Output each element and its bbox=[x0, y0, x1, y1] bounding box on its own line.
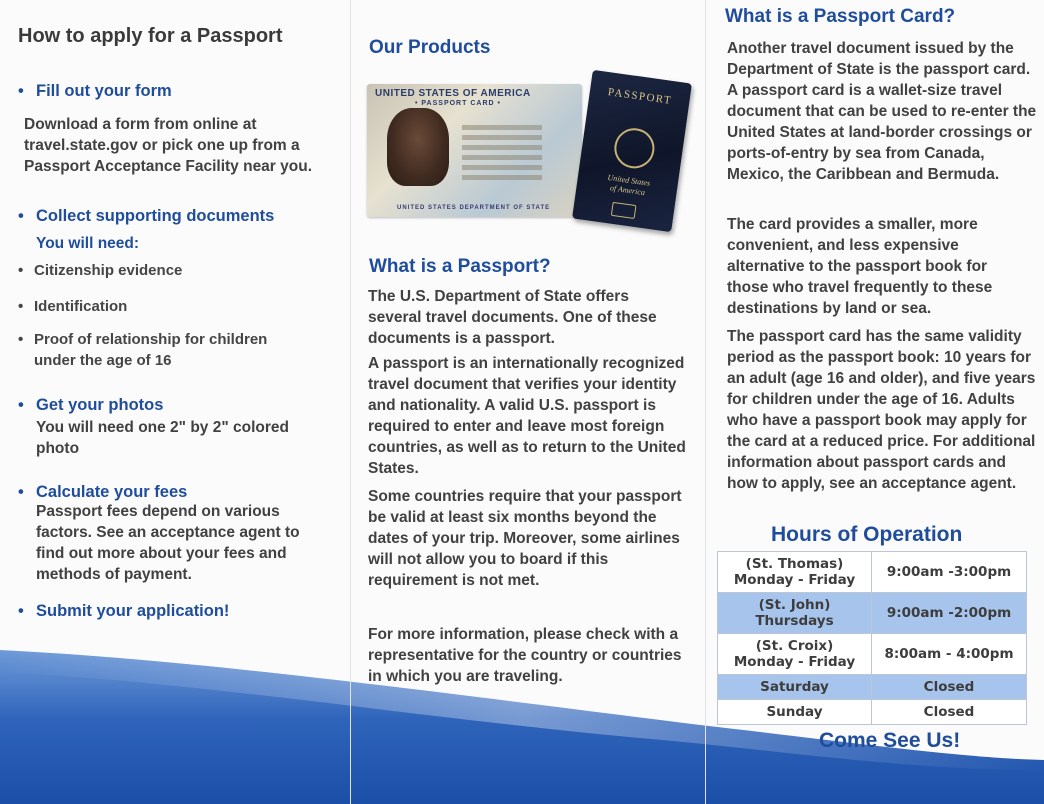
passport-paragraph-1: The U.S. Department of State offers several travel documents. One of these documents is a passport. bbox=[368, 288, 657, 347]
passport-card-image bbox=[367, 84, 582, 217]
table-cell: (St. John) Thursdays bbox=[718, 593, 872, 634]
table-row bbox=[718, 700, 1027, 725]
products-panel bbox=[350, 0, 705, 804]
what-is-passport-title: What is a Passport? bbox=[369, 256, 551, 277]
bullet-dot: • bbox=[18, 331, 24, 348]
step-photos-label: Get your photos bbox=[36, 396, 164, 414]
table-cell: Closed bbox=[872, 700, 1027, 725]
step-submit-heading bbox=[18, 602, 230, 621]
book-sub-text: United States of America bbox=[607, 172, 651, 198]
card-paragraph-3: The passport card has the same validity period as the passport book: 10 years for an adult (age 16 and older), and five years for children under the age of 16. Adults who have a passport book may apply for the card at a reduced price. For additional information about passport cards and how to apply, see an acceptance agent. bbox=[727, 328, 1036, 492]
passport-paragraph-3: Some countries require that your passport be valid at least six months beyond the dates of your trip. Moreover, some airlines will not allow you to board if this requirement is not met. bbox=[368, 488, 682, 589]
table-row bbox=[718, 634, 1027, 675]
step-fill-form-label: Fill out your form bbox=[36, 82, 172, 100]
bullet-dot: • bbox=[18, 602, 24, 620]
table-cell: 9:00am -2:00pm bbox=[872, 593, 1027, 634]
list-item: • Identification bbox=[18, 298, 128, 315]
table-row bbox=[718, 675, 1027, 700]
card-paragraph-1: Another travel document issued by the Department of State is the passport card. A passport card is a wallet-size travel document that can be used to re-enter the United States at land-border crossings or ports-of-entry by sea from Canada, Mexico, the Caribbean and Bermuda. bbox=[727, 40, 1037, 183]
step-photos-heading bbox=[18, 396, 164, 415]
our-products-title: Our Products bbox=[369, 37, 491, 58]
table-row bbox=[718, 593, 1027, 634]
table-cell: 9:00am -3:00pm bbox=[872, 552, 1027, 593]
card-paragraph-2: The card provides a smaller, more convenient, and less expensive alternative to the passport book for those who travel frequently to these destinations by land or sea. bbox=[727, 216, 993, 317]
hours-of-operation-title: Hours of Operation bbox=[771, 523, 963, 546]
come-see-us-title: Come See Us! bbox=[819, 729, 961, 752]
card-text-lines bbox=[462, 120, 562, 185]
bullet-dot: • bbox=[18, 82, 24, 100]
bullet-dot: • bbox=[18, 262, 24, 279]
step-documents-heading bbox=[18, 207, 275, 226]
you-will-need-label: You will need: bbox=[36, 235, 140, 252]
step-fill-form-body: Download a form from online at travel.state.gov or pick one up from a Passport Acceptance Facility near you. bbox=[24, 116, 313, 175]
bullet-dot: • bbox=[18, 483, 24, 501]
card-header-text: UNITED STATES OF AMERICA bbox=[375, 88, 531, 99]
card-footer-text: UNITED STATES DEPARTMENT OF STATE bbox=[397, 205, 551, 211]
passport-book-image bbox=[572, 70, 692, 232]
step-submit-label: Submit your application! bbox=[36, 602, 230, 620]
step-fees-body: Passport fees depend on various factors. See an acceptance agent to find out more about your fees and methods of payment. bbox=[36, 503, 300, 583]
hours-table bbox=[717, 551, 1027, 725]
table-cell: 8:00am - 4:00pm bbox=[872, 634, 1027, 675]
table-row bbox=[718, 552, 1027, 593]
table-cell: (St. Thomas) Monday - Friday bbox=[718, 552, 872, 593]
step-documents-label: Collect supporting documents bbox=[36, 207, 275, 225]
passport-card-panel bbox=[705, 0, 1044, 804]
step-photos-body: You will need one 2" by 2" colored photo bbox=[36, 419, 289, 457]
book-title-text: PASSPORT bbox=[607, 86, 673, 108]
list-item: • Citizenship evidence bbox=[18, 262, 183, 279]
portrait-photo bbox=[387, 108, 449, 186]
passport-paragraph-4: For more information, please check with a representative for the country or countries in which you are traveling. bbox=[368, 626, 682, 685]
step-fees-heading bbox=[18, 483, 188, 502]
bullet-dot: • bbox=[18, 207, 24, 225]
what-is-passport-card-title: What is a Passport Card? bbox=[725, 6, 956, 27]
table-cell: Sunday bbox=[718, 700, 872, 725]
card-sub-text: • PASSPORT CARD • bbox=[415, 100, 501, 107]
how-to-apply-panel bbox=[0, 0, 350, 804]
step-fill-form-heading bbox=[18, 82, 172, 101]
eagle-seal-icon bbox=[612, 126, 657, 171]
table-cell: Saturday bbox=[718, 675, 872, 700]
list-item: • Proof of relationship for children under the age of 16 bbox=[18, 331, 268, 369]
table-cell: (St. Croix) Monday - Friday bbox=[718, 634, 872, 675]
step-fees-label: Calculate your fees bbox=[36, 483, 188, 501]
bullet-dot: • bbox=[18, 396, 24, 414]
how-to-apply-title: How to apply for a Passport bbox=[18, 25, 283, 47]
passport-paragraph-2: A passport is an internationally recognized travel document that verifies your identity and nationality. A valid U.S. passport is required to enter and leave most foreign countries, as well as to return to the United States. bbox=[368, 355, 686, 477]
bullet-dot: • bbox=[18, 298, 24, 315]
chip-icon bbox=[611, 202, 637, 219]
table-cell: Closed bbox=[872, 675, 1027, 700]
